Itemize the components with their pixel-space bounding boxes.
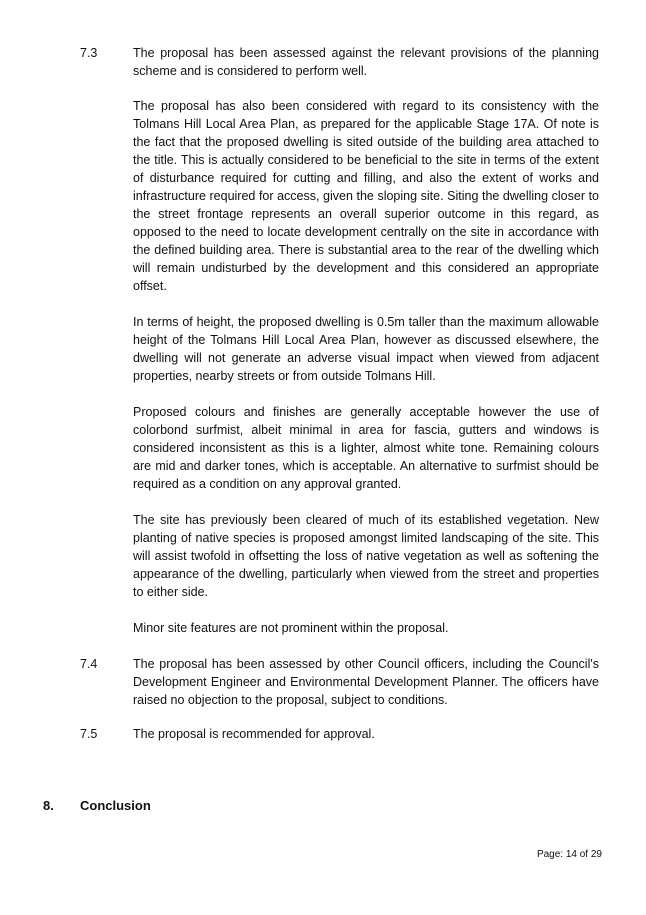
paragraph: The proposal has been assessed by other Council officers, including the Council's Development Engineer and Environmental Development Planner. The officers have raised no objection to the proposal, subject to conditions. bbox=[133, 657, 599, 707]
item-number: 7.3 bbox=[80, 46, 98, 60]
page-number-footer: Page: 14 of 29 bbox=[536, 849, 602, 860]
paragraph: The proposal is recommended for approval. bbox=[133, 727, 375, 741]
paragraph: The proposal has also been considered with regard to its consistency with the Tolmans Hill Local Area Plan, as prepared for the applicable Stage 17A. Of note is the fact that the proposed dwelling is sited outside of the building area attached to the title. This is actually considered to be beneficial to the site in terms of the extent of disturbance required for cutting and filling, and also the extent of works and infrastructure required for access, given the sloping site. Siting the dwelling closer to the street frontage represents an overall superior outcome in this regard, as opposed to the need to locate development centrally on the site in accordance with the defined building area. There is substantial area to the rear of the dwelling which will remain undisturbed by the development and this considered an appropriate offset. bbox=[133, 99, 599, 293]
paragraph: In terms of height, the proposed dwelling is 0.5m taller than the maximum allowable height of the Tolmans Hill Local Area Plan, however as discussed elsewhere, the dwelling will not generate an adverse visual impact when viewed from adjacent properties, nearby streets or from outside Tolmans Hill. bbox=[133, 315, 599, 383]
paragraph: The proposal has been assessed against the relevant provisions of the planning scheme and is considered to perform well. bbox=[133, 46, 599, 78]
section-number: 8. bbox=[43, 798, 54, 813]
paragraph: The site has previously been cleared of much of its established vegetation. New planting of native species is proposed amongst limited landscaping of the site. This will assist twofold in offsetting the loss of native vegetation as well as softening the appearance of the dwelling, particularly when viewed from the street and properties to either side. bbox=[133, 513, 599, 599]
section-heading: Conclusion bbox=[80, 798, 151, 813]
paragraph: Minor site features are not prominent within the proposal. bbox=[133, 621, 449, 635]
item-number: 7.5 bbox=[80, 727, 98, 741]
item-number: 7.4 bbox=[80, 657, 98, 671]
paragraph: Proposed colours and finishes are generally acceptable however the use of colorbond surfmist, albeit minimal in area for fascia, gutters and windows is considered inconsistent as this is a lighter, almost white tone. Remaining colours are mid and darker tones, which is acceptable. An alternative to surfmist should be required as a condition on any approval granted. bbox=[133, 405, 599, 491]
